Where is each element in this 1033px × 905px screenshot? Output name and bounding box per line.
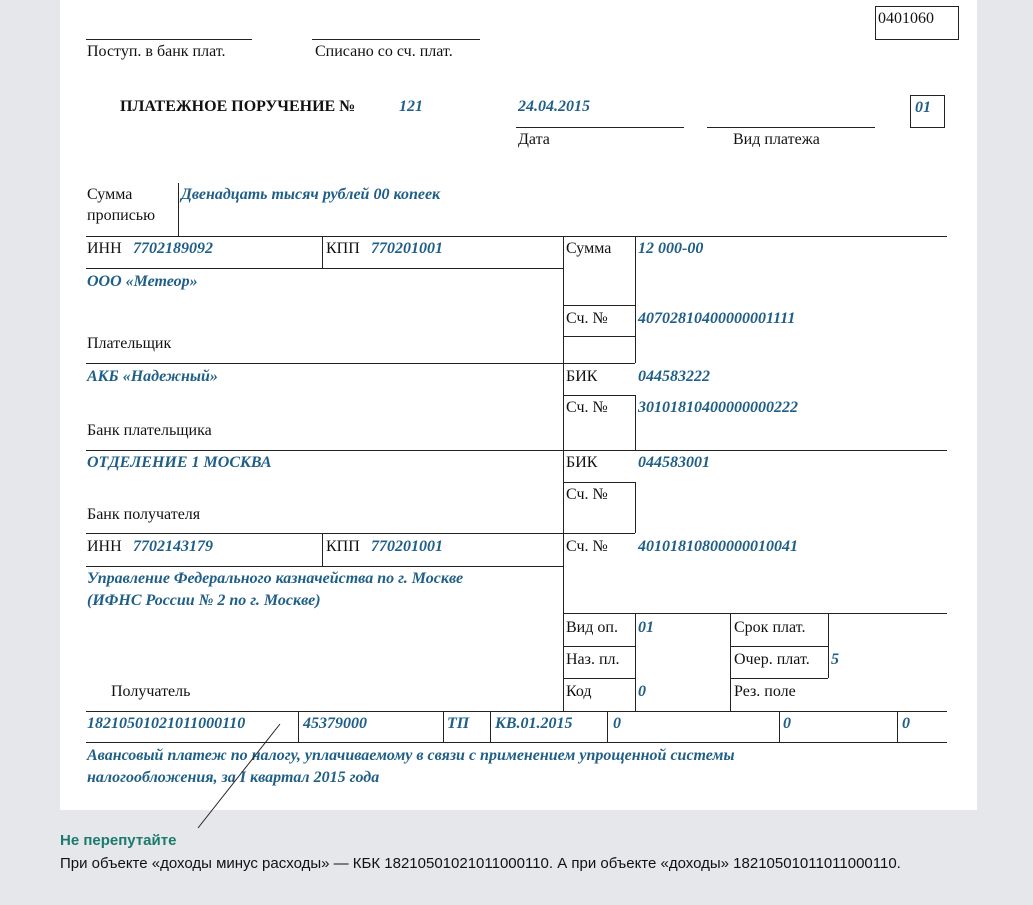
payer-bank-bik-label: БИК xyxy=(566,368,598,385)
priority: 5 xyxy=(831,651,839,668)
amount-words: Двенадцать тысяч рублей 00 копеек xyxy=(181,186,441,203)
tax-period: КВ.01.2015 xyxy=(495,715,573,732)
amount-value: 12 000-00 xyxy=(638,240,704,257)
purpose-label: Наз. пл. xyxy=(566,651,620,668)
payer-account-label: Сч. № xyxy=(566,310,608,327)
payment-status: 01 xyxy=(915,99,931,116)
form-code: 0401060 xyxy=(878,10,934,27)
form-title: ПЛАТЕЖНОЕ ПОРУЧЕНИЕ № xyxy=(120,98,356,115)
note-text: При объекте «доходы минус расходы» — КБК 18210501021011000110. А при объекте «доходы» 18210501011011000110. xyxy=(60,855,901,872)
doc-date: 0 xyxy=(783,715,791,732)
op-type: 01 xyxy=(638,619,654,636)
payer-label: Плательщик xyxy=(87,335,172,352)
code: 0 xyxy=(638,683,646,700)
oktmo: 45379000 xyxy=(303,715,367,732)
amount-label: Сумма xyxy=(566,240,612,257)
payee-kpp-label: КПП xyxy=(326,538,360,555)
order-date: 24.04.2015 xyxy=(518,98,590,115)
payer-bank-account: 30101810400000000222 xyxy=(638,399,798,416)
order-number: 121 xyxy=(399,98,423,115)
tax-basis: ТП xyxy=(447,715,470,732)
payer-bank-account-label: Сч. № xyxy=(566,399,608,416)
op-type-label: Вид оп. xyxy=(566,619,618,636)
code-label: Код xyxy=(566,683,592,700)
payer-account: 40702810400000001111 xyxy=(638,310,796,327)
note-title: Не перепутайте xyxy=(60,832,177,849)
payer-bank-bik: 044583222 xyxy=(638,368,710,385)
payee-name-line2: (ИФНС России № 2 по г. Москве) xyxy=(87,592,321,609)
payer-name: ООО «Метеор» xyxy=(87,273,198,290)
date-label: Дата xyxy=(518,131,550,148)
priority-label: Очер. плат. xyxy=(734,651,810,668)
debited-label: Списано со сч. плат. xyxy=(315,43,453,60)
payment-kind: 0 xyxy=(902,715,910,732)
payee-bank-label: Банк получателя xyxy=(87,506,201,523)
payer-kpp-label: КПП xyxy=(326,240,360,257)
payee-account: 40101810800000010041 xyxy=(638,538,798,555)
payee-label: Получатель xyxy=(111,683,191,700)
payer-bank-label: Банк плательщика xyxy=(87,422,212,439)
doc-number: 0 xyxy=(613,715,621,732)
payer-inn: 7702189092 xyxy=(133,240,213,257)
amount-words-label-1: Сумма xyxy=(87,186,133,203)
payee-inn-label: ИНН xyxy=(87,538,122,555)
payment-type-label: Вид платежа xyxy=(733,131,820,148)
purpose-line2: налогообложения, за I квартал 2015 года xyxy=(87,769,380,786)
payee-bank-bik-label: БИК xyxy=(566,454,598,471)
reserve-label: Рез. поле xyxy=(734,683,796,700)
payer-kpp: 770201001 xyxy=(371,240,443,257)
payee-account-label: Сч. № xyxy=(566,538,608,555)
due-label: Срок плат. xyxy=(734,619,806,636)
payee-inn: 7702143179 xyxy=(133,538,213,555)
payee-bank-account-label: Сч. № xyxy=(566,486,608,503)
purpose-line1: Авансовый платеж по налогу, уплачиваемому в связи с применением упрощенной системы xyxy=(87,747,735,764)
payer-bank-name: АКБ «Надежный» xyxy=(87,368,218,385)
payee-name-line1: Управление Федерального казначейства по г. Москве xyxy=(87,570,464,587)
amount-words-label-2: прописью xyxy=(87,207,156,224)
received-label: Поступ. в банк плат. xyxy=(87,43,226,60)
payer-inn-label: ИНН xyxy=(87,240,122,257)
payee-bank-name: ОТДЕЛЕНИЕ 1 МОСКВА xyxy=(87,454,272,471)
payee-bank-bik: 044583001 xyxy=(638,454,710,471)
kbk: 18210501021011000110 xyxy=(87,715,246,732)
payee-kpp: 770201001 xyxy=(371,538,443,555)
